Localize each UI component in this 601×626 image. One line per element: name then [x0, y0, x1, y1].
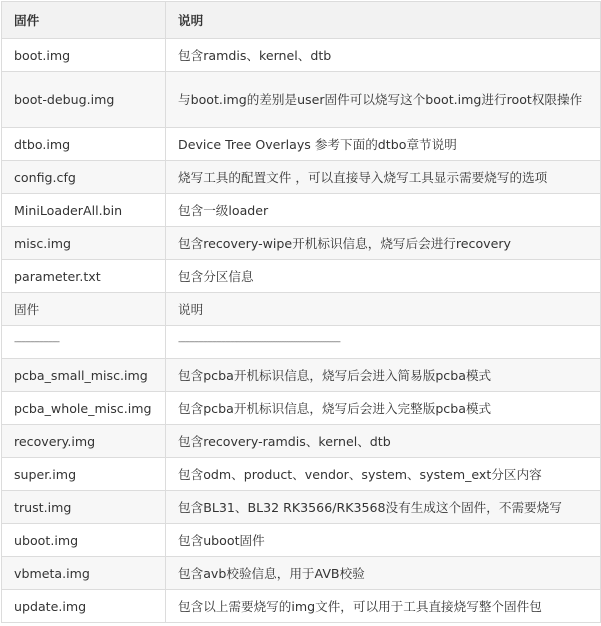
table-row — [2, 227, 601, 260]
firmware-description: 包含一级loader — [166, 194, 601, 227]
table-row — [2, 260, 601, 293]
table-row — [2, 491, 601, 524]
firmware-description: 包含uboot固件 — [166, 524, 601, 557]
firmware-name: trust.img — [2, 491, 166, 524]
firmware-name: 固件 — [2, 293, 166, 326]
firmware-description: 包含分区信息 — [166, 260, 601, 293]
firmware-description: 包含recovery-ramdis、kernel、dtb — [166, 425, 601, 458]
firmware-name: boot-debug.img — [2, 72, 166, 128]
firmware-name: pcba_whole_misc.img — [2, 392, 166, 425]
firmware-name: config.cfg — [2, 161, 166, 194]
table-row — [2, 194, 601, 227]
firmware-name: super.img — [2, 458, 166, 491]
firmware-table — [1, 1, 601, 623]
header-firmware: 固件 — [2, 2, 166, 39]
table-row — [2, 326, 601, 359]
table-row — [2, 590, 601, 623]
firmware-name: vbmeta.img — [2, 557, 166, 590]
firmware-description: Device Tree Overlays 参考下面的dtbo章节说明 — [166, 128, 601, 161]
header-description: 说明 — [166, 2, 601, 39]
firmware-description: 与boot.img的差别是user固件可以烧写这个boot.img进行root权限操作 — [166, 72, 601, 128]
table-row — [2, 392, 601, 425]
table-row — [2, 72, 601, 128]
firmware-description: 包含recovery-wipe开机标识信息，烧写后会进行recovery — [166, 227, 601, 260]
table-row — [2, 557, 601, 590]
table-row — [2, 524, 601, 557]
firmware-description: 包含odm、product、vendor、system、system_ext分区内容 — [166, 458, 601, 491]
firmware-description: 包含pcba开机标识信息，烧写后会进入完整版pcba模式 — [166, 392, 601, 425]
firmware-description: 包含pcba开机标识信息，烧写后会进入简易版pcba模式 — [166, 359, 601, 392]
firmware-name: uboot.img — [2, 524, 166, 557]
separator-cell: ------------------------------------------------------------------------ — [166, 326, 601, 359]
firmware-description: 包含ramdis、kernel、dtb — [166, 39, 601, 72]
firmware-name: recovery.img — [2, 425, 166, 458]
table-row — [2, 293, 601, 326]
firmware-description: 包含以上需要烧写的img文件，可以用于工具直接烧写整个固件包 — [166, 590, 601, 623]
firmware-name: MiniLoaderAll.bin — [2, 194, 166, 227]
firmware-description: 包含BL31、BL32 RK3566/RK3568没有生成这个固件，不需要烧写 — [166, 491, 601, 524]
firmware-description: 烧写工具的配置文件 ，可以直接导入烧写工具显示需要烧写的选项 — [166, 161, 601, 194]
firmware-name: boot.img — [2, 39, 166, 72]
firmware-description: 说明 — [166, 293, 601, 326]
firmware-description: 包含avb校验信息，用于AVB校验 — [166, 557, 601, 590]
table-row — [2, 425, 601, 458]
firmware-name: update.img — [2, 590, 166, 623]
table-row — [2, 359, 601, 392]
firmware-name: dtbo.img — [2, 128, 166, 161]
firmware-name: pcba_small_misc.img — [2, 359, 166, 392]
table-row — [2, 39, 601, 72]
separator-cell: -------------------- — [2, 326, 166, 359]
table-header-row — [2, 2, 601, 39]
firmware-name: parameter.txt — [2, 260, 166, 293]
table-row — [2, 128, 601, 161]
table-row — [2, 161, 601, 194]
firmware-name: misc.img — [2, 227, 166, 260]
table-row — [2, 458, 601, 491]
